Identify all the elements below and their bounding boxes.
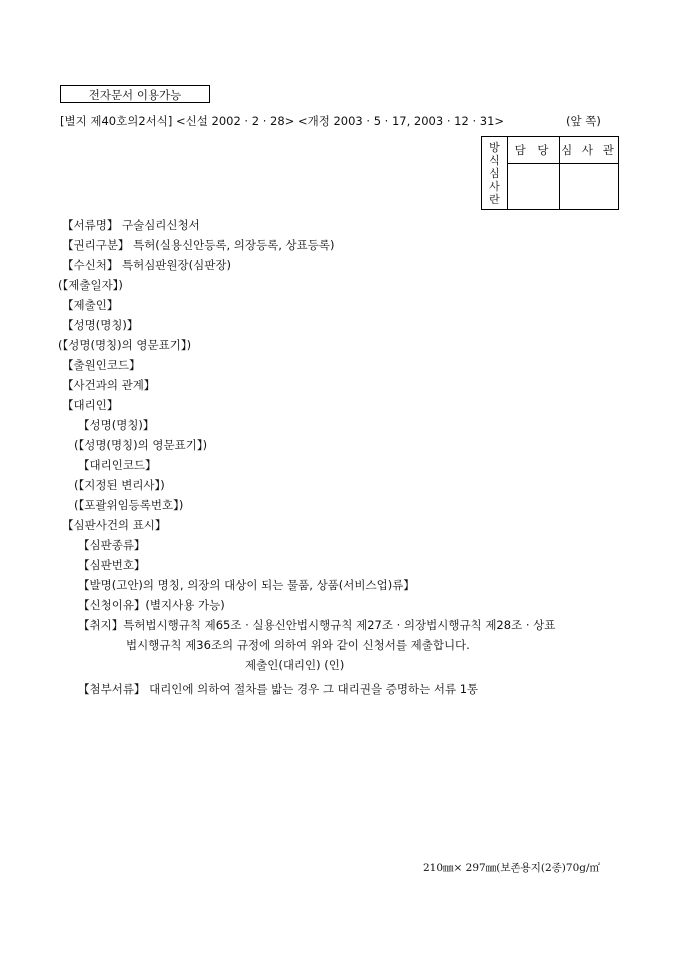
document-name: 【서류명】 구술심리신청서 [62,218,200,232]
approval-col-in-charge: 담 당 [508,137,560,164]
attachments: 【첨부서류】 대리인에 의하여 절차를 밟는 경우 그 대리권을 증명하는 서류 1통 [78,682,479,696]
submitter-name: 【성명(명칭)】 [62,318,139,332]
approval-char: 란 [489,192,500,206]
agent-code: 【대리인코드】 [78,458,157,472]
signature-line: 제출인(대리인) (인) [245,658,345,672]
recipient: 【수신처】 특허심판원장(심판장) [62,258,231,272]
trial-case-indication: 【심판사건의 표시】 [62,518,167,532]
submission-date: (【제출일자】) [58,278,123,292]
agent-name-english: (【성명(명칭)의 영문표기】) [74,438,208,452]
paper-spec-footer: 210㎜× 297㎜(보존용지(2종)70g/㎡ [423,862,601,874]
invention-title: 【발명(고안)의 명칭, 의장의 대상이 되는 물품, 상품(서비스업)류】 [78,578,415,592]
approval-table [481,136,619,210]
approval-char: 식 [489,153,500,167]
approval-char: 사 [489,179,500,193]
page-side-label: (앞 쪽) [566,114,601,128]
approval-cell-examiner [560,164,619,210]
designated-patent-attorney: (【지정된 변리사】) [74,478,165,492]
approval-col-examiner: 심 사 관 [560,137,619,164]
agent: 【대리인】 [62,398,119,412]
approval-char: 방 [489,140,500,154]
submitter: 【제출인】 [62,298,119,312]
trial-type: 【심판종류】 [78,538,146,552]
approval-char: 심 [489,166,500,180]
purpose-line-1: 【취지】특허법시행규칙 제65조 · 실용신안법시행규칙 제27조 · 의장법시행규칙 제28조 · 상표 [78,618,556,632]
case-relation: 【사건과의 관계】 [62,378,156,392]
submitter-name-english: (【성명(명칭)의 영문표기】) [58,338,192,352]
electronic-document-box: 전자문서 이용가능 [60,85,210,103]
trial-number: 【심판번호】 [78,558,146,572]
form-header: [별지 제40호의2서식] <신설 2002 · 2 · 28> <개정 2003 · 5 · 17, 2003 · 12 · 31> [60,114,505,128]
approval-cell-in-charge [508,164,560,210]
agent-name: 【성명(명칭)】 [78,418,155,432]
application-reason: 【신청이유】(별지사용 가능) [78,598,225,612]
approval-vertical-header [482,137,508,210]
purpose-line-2: 법시행규칙 제36조의 규정에 의하여 위와 같이 신청서를 제출합니다. [126,638,470,652]
applicant-code: 【출원인코드】 [62,358,141,372]
right-category: 【권리구분】 특허(실용신안등록, 의장등록, 상표등록) [62,238,335,252]
general-power-number: (【포괄위임등록번호】) [74,498,184,512]
